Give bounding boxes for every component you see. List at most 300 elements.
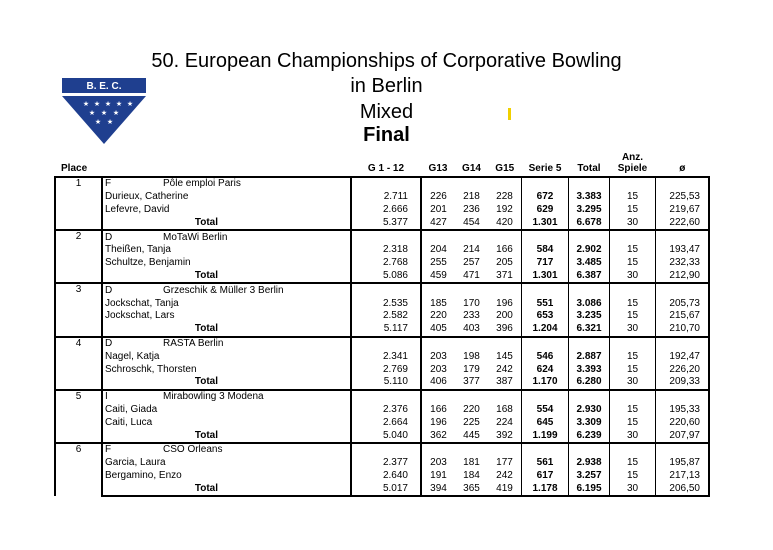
player-total: 3.295 [569, 204, 610, 217]
total-serie: 1.178 [522, 482, 569, 496]
total-avg: 209,33 [656, 376, 710, 390]
total-serie: 1.301 [522, 216, 569, 230]
empty-cell [455, 177, 488, 191]
player-anz: 15 [610, 257, 656, 270]
title-line1: 50. European Championships of Corporative Bowling [151, 50, 622, 72]
player-g14: 184 [463, 469, 480, 481]
empty-cell [656, 283, 710, 297]
player-total: 3.235 [569, 310, 610, 323]
total-serie: 1.301 [522, 270, 569, 284]
player-serie: 584 [522, 244, 569, 257]
player-total: 3.309 [569, 416, 610, 429]
total-total: 6.387 [569, 270, 610, 284]
empty-cell [351, 177, 421, 191]
player-total: 2.902 [569, 244, 610, 257]
total-avg: 222,60 [656, 216, 710, 230]
player-row [55, 350, 709, 363]
player-g15: 228 [496, 191, 513, 203]
title-line3: Mixed [359, 101, 414, 123]
player-anz: 15 [610, 310, 656, 323]
empty-cell [488, 177, 522, 191]
total-g13: 405 [421, 323, 455, 337]
total-serie: 1.170 [522, 376, 569, 390]
player-row [55, 244, 709, 257]
player-name: Caiti, Giada [102, 404, 351, 417]
player-g13: 203 [421, 363, 455, 376]
empty-cell [569, 283, 610, 297]
svg-text:★: ★ [82, 100, 90, 108]
total-label-cell [102, 376, 351, 390]
player-g112: 2.535 [351, 297, 421, 310]
total-g13: 427 [421, 216, 455, 230]
total-g14: 471 [455, 270, 488, 284]
col-g112: G 1 - 12 [367, 163, 405, 174]
player-g14: 170 [463, 297, 480, 309]
total-anz: 30 [610, 482, 656, 496]
svg-text:★: ★ [100, 109, 108, 117]
empty-cell [488, 230, 522, 244]
player-g14: 181 [463, 457, 480, 469]
player-row [55, 297, 709, 310]
player-name: Jockschat, Lars [102, 310, 351, 323]
player-serie: 546 [522, 350, 569, 363]
title-line4: Final [363, 124, 410, 146]
place-cell [55, 283, 102, 336]
total-serie: 1.199 [522, 429, 569, 443]
empty-cell [656, 230, 710, 244]
player-serie: 561 [522, 457, 569, 470]
player-g112: 2.711 [351, 191, 421, 204]
total-g13: 459 [421, 270, 455, 284]
col-total: Total [577, 163, 601, 174]
empty-cell [569, 177, 610, 191]
empty-cell [455, 283, 488, 297]
player-g112: 2.377 [351, 457, 421, 470]
player-g15: 196 [496, 297, 513, 309]
player-g13: 226 [421, 191, 455, 204]
total-anz: 30 [610, 216, 656, 230]
results-table [54, 148, 710, 497]
total-g112: 5.377 [351, 216, 421, 230]
empty-cell [656, 390, 710, 404]
player-name: Garcia, Laura [102, 457, 351, 470]
empty-cell [656, 443, 710, 457]
player-avg: 195,87 [656, 457, 710, 470]
player-serie: 717 [522, 257, 569, 270]
empty-cell [351, 443, 421, 457]
empty-cell [421, 230, 455, 244]
team-name: CSO Orleans [163, 444, 223, 456]
player-g112: 2.666 [351, 204, 421, 217]
empty-cell [610, 337, 656, 351]
team-header-row [55, 283, 709, 297]
empty-cell [351, 337, 421, 351]
total-anz: 30 [610, 323, 656, 337]
player-serie: 551 [522, 297, 569, 310]
team-cell [102, 230, 351, 244]
total-anz: 30 [610, 270, 656, 284]
player-total: 3.485 [569, 257, 610, 270]
empty-cell [421, 443, 455, 457]
player-anz: 15 [610, 244, 656, 257]
player-g15: 242 [496, 363, 513, 375]
country-code: D [105, 337, 113, 349]
player-serie: 672 [522, 191, 569, 204]
team-name: Pôle emploi Paris [163, 178, 241, 190]
player-g14: 218 [463, 191, 480, 203]
total-g14: 445 [455, 429, 488, 443]
player-serie: 624 [522, 363, 569, 376]
empty-cell [455, 390, 488, 404]
player-name: Bergamino, Enzo [102, 470, 351, 483]
col-anz [610, 148, 656, 177]
player-name: Durieux, Catherine [102, 191, 351, 204]
player-anz: 15 [610, 191, 656, 204]
player-row [55, 310, 709, 323]
place-number: 1 [75, 178, 82, 189]
total-g15: 396 [488, 323, 522, 337]
empty-cell [522, 283, 569, 297]
empty-cell [488, 337, 522, 351]
player-total: 2.887 [569, 350, 610, 363]
country-code: I [105, 391, 108, 403]
player-g15: 205 [496, 257, 513, 269]
player-g14: 225 [463, 416, 480, 428]
svg-text:★: ★ [93, 100, 101, 108]
total-g13: 394 [421, 482, 455, 496]
player-avg: 192,47 [656, 350, 710, 363]
total-g13: 406 [421, 376, 455, 390]
team-name: Grzeschik & Müller 3 Berlin [163, 284, 284, 296]
total-g15: 387 [488, 376, 522, 390]
player-avg: 217,13 [656, 470, 710, 483]
team-cell [102, 443, 351, 457]
player-g112: 2.376 [351, 404, 421, 417]
col-place: Place [61, 163, 88, 174]
player-g13: 203 [421, 457, 455, 470]
place-cell [55, 337, 102, 390]
player-g112: 2.769 [351, 363, 421, 376]
player-anz: 15 [610, 350, 656, 363]
total-total: 6.678 [569, 216, 610, 230]
player-g15: 177 [496, 457, 513, 469]
col-avg: ø [679, 163, 686, 174]
col-serie: Serie 5 [528, 163, 562, 174]
bec-logo [60, 78, 148, 144]
player-avg: 220,60 [656, 416, 710, 429]
team-name: MoTaWi Berlin [163, 231, 228, 243]
player-total: 3.086 [569, 297, 610, 310]
player-row [55, 257, 709, 270]
total-g15: 420 [488, 216, 522, 230]
total-g112: 5.086 [351, 270, 421, 284]
svg-text:★: ★ [115, 100, 123, 108]
place-cell [55, 390, 102, 443]
empty-cell [610, 443, 656, 457]
team-total-row [55, 323, 709, 337]
team-header-row [55, 177, 709, 191]
player-serie: 617 [522, 470, 569, 483]
total-g15: 371 [488, 270, 522, 284]
player-g15: 166 [496, 244, 513, 256]
col-g13: G13 [428, 163, 448, 174]
player-row [55, 204, 709, 217]
empty-cell [569, 390, 610, 404]
player-g13: 255 [421, 257, 455, 270]
svg-text:★: ★ [88, 109, 96, 117]
country-code: D [105, 231, 113, 243]
empty-cell [421, 337, 455, 351]
total-g13: 362 [421, 429, 455, 443]
player-anz: 15 [610, 457, 656, 470]
player-g112: 2.318 [351, 244, 421, 257]
total-total: 6.195 [569, 482, 610, 496]
player-g112: 2.664 [351, 416, 421, 429]
player-g13: 204 [421, 244, 455, 257]
header-row [55, 148, 709, 177]
total-label: Total [194, 269, 218, 281]
country-code: F [105, 178, 112, 190]
svg-text:★: ★ [94, 118, 102, 126]
empty-cell [569, 337, 610, 351]
empty-cell [351, 390, 421, 404]
place-cell [55, 177, 102, 230]
player-row [55, 191, 709, 204]
total-avg: 210,70 [656, 323, 710, 337]
team-cell [102, 283, 351, 297]
empty-cell [569, 230, 610, 244]
player-g13: 203 [421, 350, 455, 363]
player-avg: 226,20 [656, 363, 710, 376]
total-g112: 5.110 [351, 376, 421, 390]
team-header-row [55, 230, 709, 244]
total-label: Total [194, 376, 218, 388]
empty-cell [488, 390, 522, 404]
player-g15: 168 [496, 403, 513, 415]
empty-cell [522, 337, 569, 351]
player-g112: 2.640 [351, 470, 421, 483]
player-g14: 198 [463, 350, 480, 362]
col-anz-line1: Anz. [621, 152, 644, 163]
team-header-row [55, 443, 709, 457]
total-label: Total [194, 323, 218, 335]
player-avg: 225,53 [656, 191, 710, 204]
player-total: 2.930 [569, 404, 610, 417]
empty-cell [488, 283, 522, 297]
empty-cell [455, 443, 488, 457]
team-header-row [55, 337, 709, 351]
player-anz: 15 [610, 204, 656, 217]
total-label: Total [194, 429, 218, 441]
empty-cell [351, 230, 421, 244]
player-anz: 15 [610, 297, 656, 310]
player-avg: 193,47 [656, 244, 710, 257]
player-g14: 220 [463, 403, 480, 415]
total-anz: 30 [610, 429, 656, 443]
col-name [102, 148, 351, 177]
total-g112: 5.017 [351, 482, 421, 496]
player-row [55, 470, 709, 483]
empty-cell [610, 390, 656, 404]
empty-cell [569, 443, 610, 457]
player-avg: 215,67 [656, 310, 710, 323]
player-total: 3.383 [569, 191, 610, 204]
total-label-cell [102, 482, 351, 496]
col-g14: G14 [462, 163, 481, 174]
player-g13: 185 [421, 297, 455, 310]
team-total-row [55, 482, 709, 496]
total-avg: 206,50 [656, 482, 710, 496]
total-g112: 5.117 [351, 323, 421, 337]
svg-text:★: ★ [104, 100, 112, 108]
player-avg: 232,33 [656, 257, 710, 270]
total-g14: 454 [455, 216, 488, 230]
player-name: Schultze, Benjamin [102, 257, 351, 270]
player-g112: 2.582 [351, 310, 421, 323]
title-line2: in Berlin [350, 75, 423, 97]
empty-cell [610, 283, 656, 297]
player-g15: 242 [496, 469, 513, 481]
total-avg: 207,97 [656, 429, 710, 443]
player-anz: 15 [610, 404, 656, 417]
empty-cell [455, 337, 488, 351]
total-g14: 403 [455, 323, 488, 337]
player-avg: 205,73 [656, 297, 710, 310]
team-total-row [55, 216, 709, 230]
player-anz: 15 [610, 363, 656, 376]
player-g112: 2.341 [351, 350, 421, 363]
total-anz: 30 [610, 376, 656, 390]
player-anz: 15 [610, 416, 656, 429]
total-g14: 377 [455, 376, 488, 390]
player-total: 2.938 [569, 457, 610, 470]
player-g15: 200 [496, 310, 513, 322]
empty-cell [351, 283, 421, 297]
col-g15: G15 [495, 163, 515, 174]
player-g14: 236 [463, 203, 480, 215]
player-g14: 214 [463, 244, 480, 256]
player-g13: 166 [421, 404, 455, 417]
empty-cell [421, 390, 455, 404]
total-avg: 212,90 [656, 270, 710, 284]
player-g15: 145 [496, 350, 513, 362]
player-row [55, 363, 709, 376]
total-g112: 5.040 [351, 429, 421, 443]
team-name: RASTA Berlin [163, 337, 224, 349]
team-total-row [55, 429, 709, 443]
svg-text:★: ★ [112, 109, 120, 117]
player-row [55, 416, 709, 429]
player-name: Theißen, Tanja [102, 244, 351, 257]
player-name: Nagel, Katja [102, 350, 351, 363]
empty-cell [421, 177, 455, 191]
empty-cell [421, 283, 455, 297]
empty-cell [488, 443, 522, 457]
team-cell [102, 337, 351, 351]
country-code: F [105, 444, 112, 456]
player-name: Caiti, Luca [102, 416, 351, 429]
place-number: 6 [75, 443, 82, 455]
empty-cell [522, 443, 569, 457]
player-g13: 191 [421, 470, 455, 483]
team-header-row [55, 390, 709, 404]
empty-cell [522, 177, 569, 191]
player-total: 3.257 [569, 470, 610, 483]
total-total: 6.239 [569, 429, 610, 443]
empty-cell [610, 177, 656, 191]
place-number: 5 [75, 390, 82, 402]
team-total-row [55, 376, 709, 390]
player-serie: 653 [522, 310, 569, 323]
player-total: 3.393 [569, 363, 610, 376]
total-label-cell [102, 323, 351, 337]
total-g15: 392 [488, 429, 522, 443]
team-name: Mirabowling 3 Modena [163, 391, 264, 403]
empty-cell [522, 390, 569, 404]
team-cell [102, 177, 351, 191]
total-g14: 365 [455, 482, 488, 496]
total-total: 6.321 [569, 323, 610, 337]
place-number: 2 [75, 231, 82, 243]
col-anz-line2: Spiele [617, 163, 648, 174]
player-g14: 233 [463, 310, 480, 322]
player-g15: 224 [496, 416, 513, 428]
team-total-row [55, 270, 709, 284]
player-serie: 645 [522, 416, 569, 429]
player-name: Schroschk, Thorsten [102, 363, 351, 376]
total-label: Total [194, 482, 218, 494]
player-row [55, 404, 709, 417]
place-number: 4 [75, 337, 82, 349]
results-body [55, 177, 709, 496]
player-name: Lefevre, David [102, 204, 351, 217]
team-cell [102, 390, 351, 404]
player-avg: 219,67 [656, 204, 710, 217]
player-serie: 554 [522, 404, 569, 417]
empty-cell [656, 177, 710, 191]
total-serie: 1.204 [522, 323, 569, 337]
text-cursor [508, 108, 511, 120]
place-cell [55, 443, 102, 496]
empty-cell [610, 230, 656, 244]
player-g13: 196 [421, 416, 455, 429]
logo-text: B. E. C. [86, 81, 122, 92]
country-code: D [105, 284, 113, 296]
player-g112: 2.768 [351, 257, 421, 270]
player-g13: 201 [421, 204, 455, 217]
empty-cell [656, 337, 710, 351]
empty-cell [522, 230, 569, 244]
place-cell [55, 230, 102, 283]
place-number: 3 [75, 284, 82, 296]
player-g13: 220 [421, 310, 455, 323]
svg-text:★: ★ [106, 118, 114, 126]
svg-text:★: ★ [126, 100, 134, 108]
total-label-cell [102, 216, 351, 230]
player-row [55, 457, 709, 470]
player-g15: 192 [496, 203, 513, 215]
total-total: 6.280 [569, 376, 610, 390]
player-g14: 257 [463, 257, 480, 269]
total-label-cell [102, 429, 351, 443]
player-anz: 15 [610, 470, 656, 483]
player-g14: 179 [463, 363, 480, 375]
total-label-cell [102, 270, 351, 284]
total-label: Total [194, 216, 218, 228]
empty-cell [455, 230, 488, 244]
player-avg: 195,33 [656, 404, 710, 417]
total-g15: 419 [488, 482, 522, 496]
